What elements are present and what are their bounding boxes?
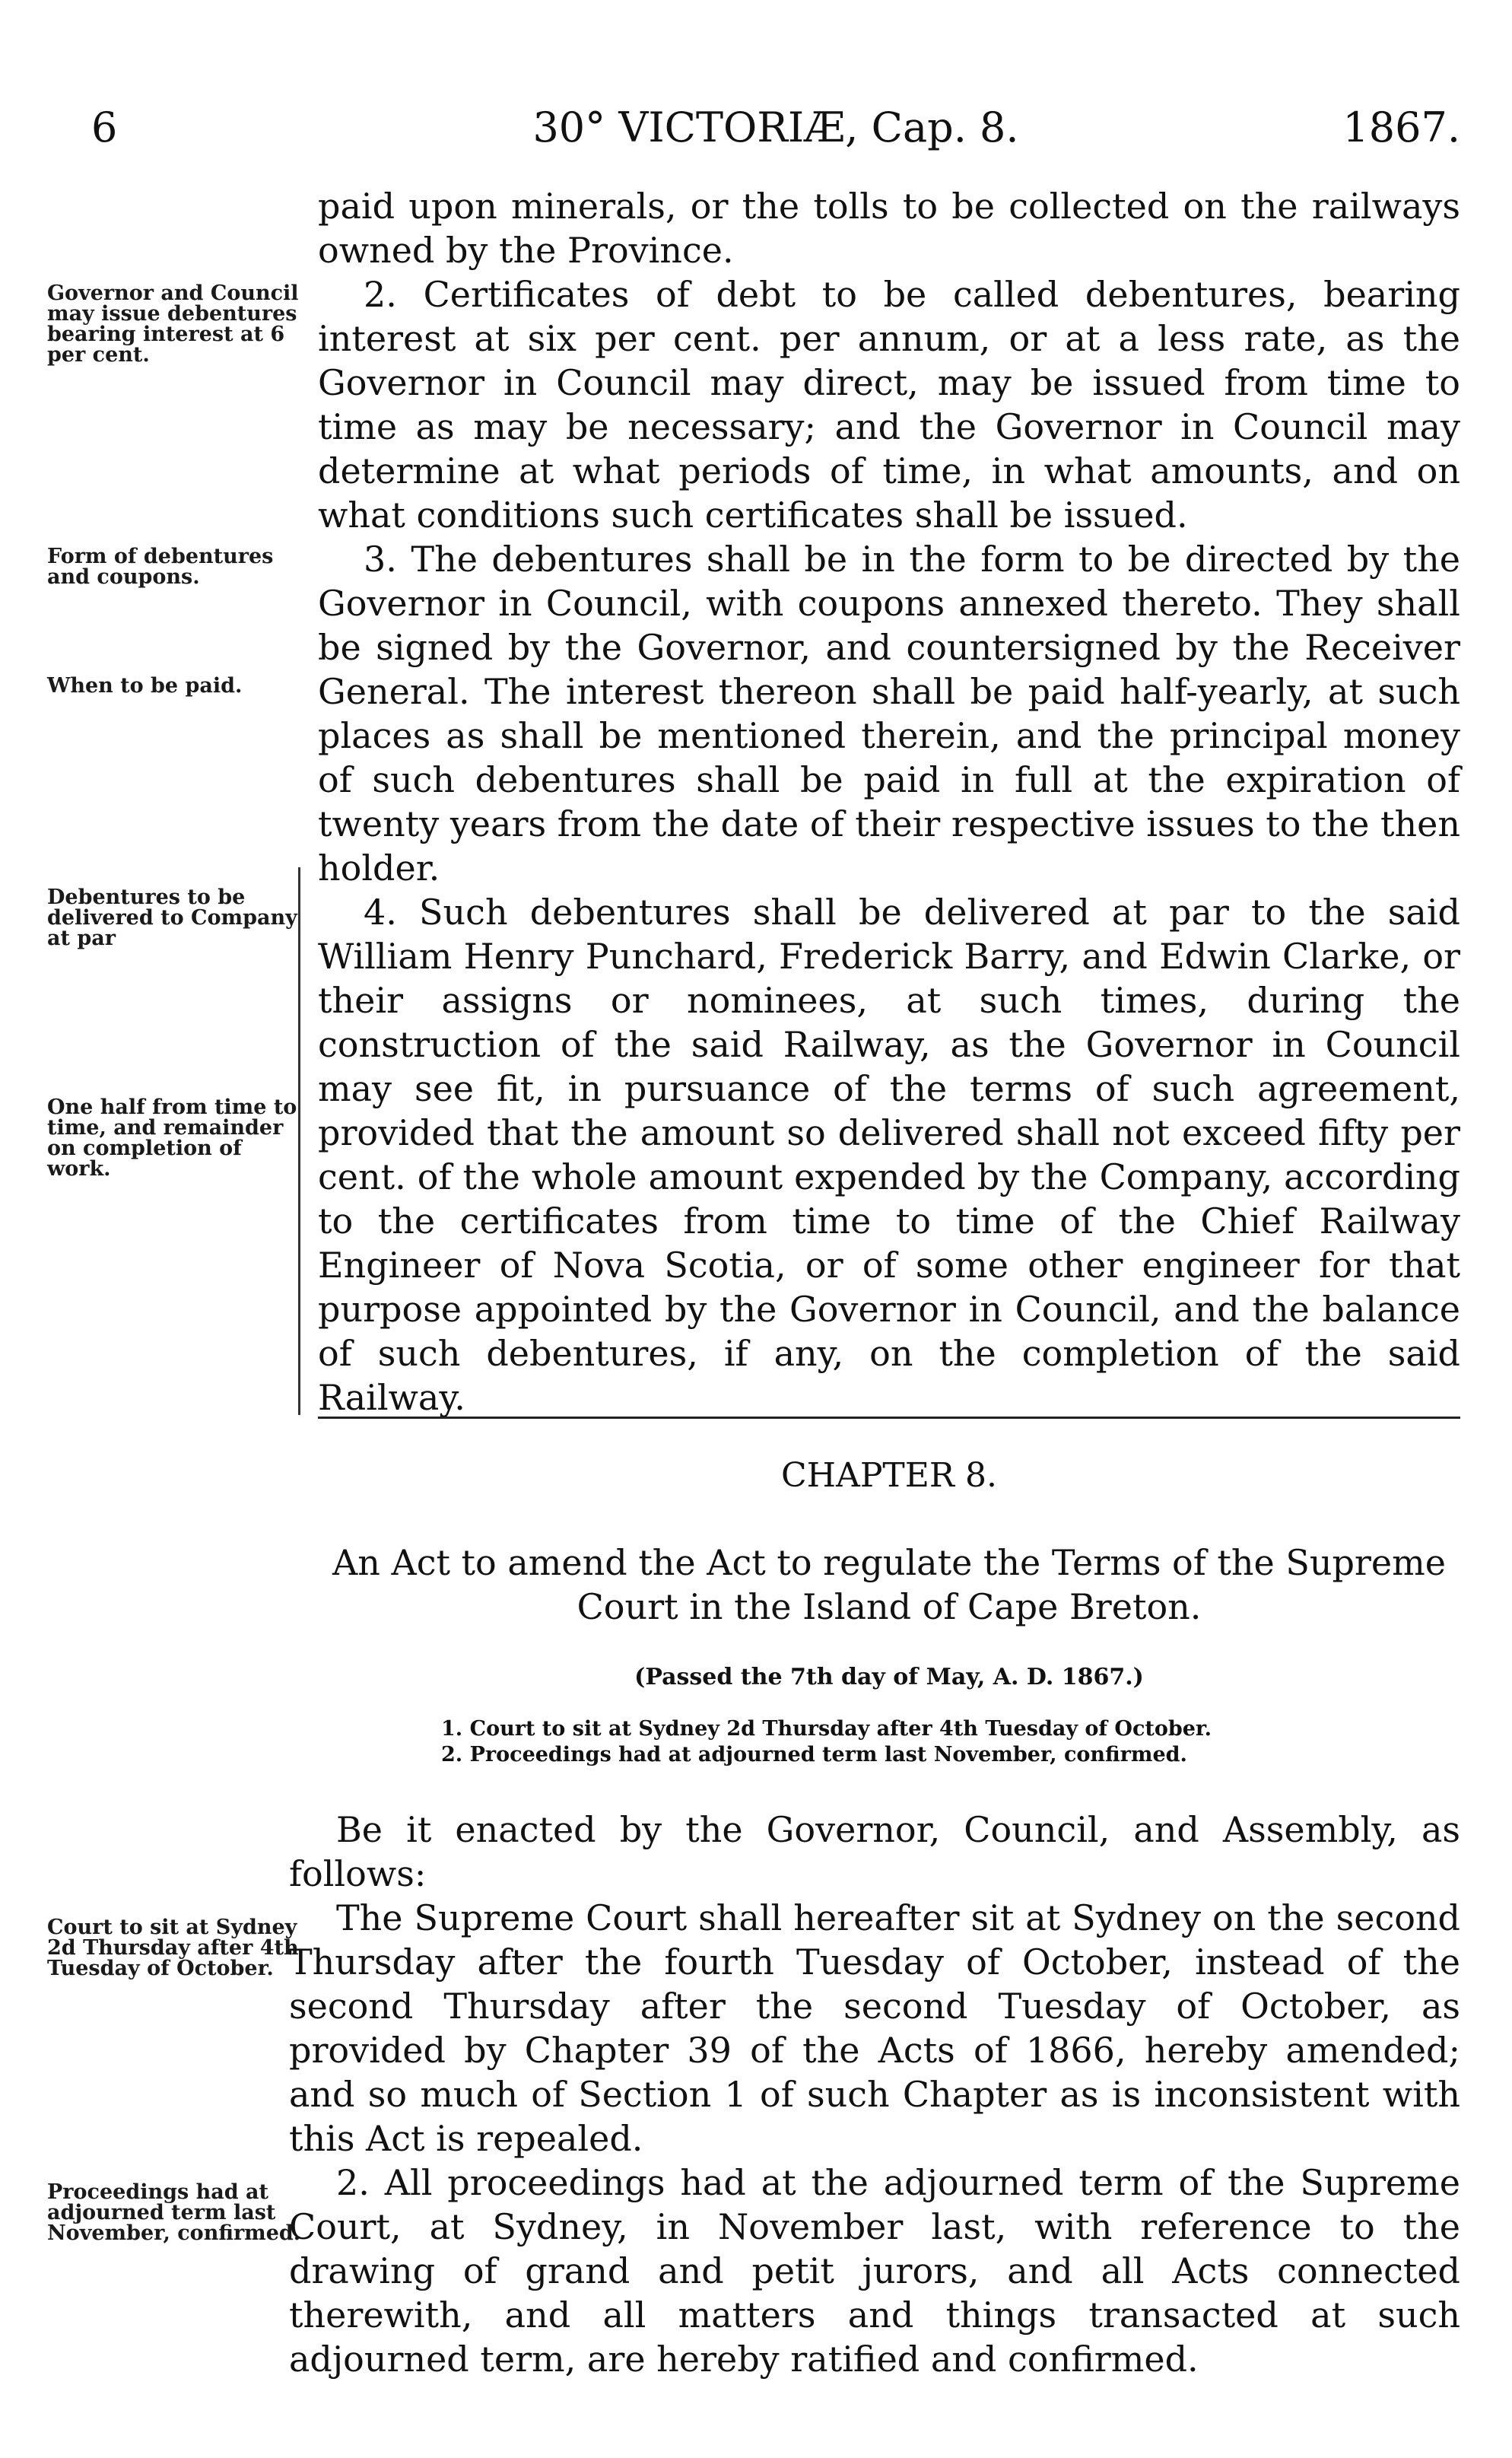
- section-divider: [318, 1417, 1460, 1419]
- margin-bracket: [292, 867, 300, 1415]
- running-title: 30° VICTORIÆ, Cap. 8.: [532, 103, 1019, 151]
- sidenote-issue-debentures: Governor and Council may issue debentures bearing interest at 6 per cent.: [47, 281, 299, 367]
- page-number: 6: [91, 103, 118, 151]
- top-section-text: [318, 184, 1460, 1420]
- header-year: 1867.: [1342, 103, 1460, 151]
- sidenote-proceedings-confirmed: Proceedings had at adjourned term last November, confirmed.: [47, 2180, 301, 2245]
- page-header: [91, 97, 1460, 158]
- passed-date: (Passed the 7th day of May, A. D. 1867.): [634, 1664, 1144, 1690]
- chapter-title: CHAPTER 8.: [781, 1456, 997, 1495]
- enacting-clause: Be it enacted by the Governor, Council, and Assembly, as follows:: [289, 1809, 1460, 1894]
- sidenote-court-sitting: Court to sit at Sydney 2d Thursday after 4th Tuesday of October.: [47, 1916, 299, 1980]
- summary-item: 1. Court to sit at Sydney 2d Thursday after 4th Tuesday of October.: [441, 1717, 1212, 1741]
- chapter-paragraph-1: The Supreme Court shall hereafter sit at Sydney on the second Thursday after the fourth Tuesday of October, instead of the second Thursday after the second Tuesday of October, as provided by Chapter 39 of the Acts of 1866, hereby amended; and so much of Section 1 of such Chapter as is inconsistent with this Act is repealed.: [289, 1897, 1460, 2159]
- summary-item: 2. Proceedings had at adjourned term last November, confirmed.: [441, 1743, 1187, 1766]
- sidenote-one-half: One half from time to time, and remainder on completion of work.: [47, 1095, 297, 1181]
- sidenote-delivered-at-par: Debentures to be delivered to Company at par: [47, 886, 297, 950]
- chapter-body-text: [289, 1808, 1460, 2381]
- paragraph-4: 4. Such debentures shall be delivered at par to the said William Henry Punchard, Frederick Barry, and Edwin Clarke, or their assigns or nominees, at such times, during the construction of the said Railway, as the Governor in Council may see fit, in pursuance of the terms of such agreement, provided that the amount so delivered shall not exceed fifty per cent. of the whole amount expended by the Company, according to the certificates from time to time of the Chief Railway Engineer of Nova Scotia, or of some other engineer for that purpose appointed by the Governor in Council, and the balance of such debentures, if any, on the completion of the said Railway.: [318, 892, 1460, 1418]
- sidenote-when-paid: When to be paid.: [47, 674, 243, 698]
- chapter-summary: [441, 1716, 1430, 1768]
- chapter-paragraph-2: 2. All proceedings had at the adjourned term of the Supreme Court, at Sydney, in November last, with reference to the drawing of grand and petit jurors, and all Acts connected therewith, and all matters and things transacted at such adjourned term, are hereby ratified and confirmed.: [289, 2162, 1460, 2380]
- sidenote-form-of-debentures: Form of debentures and coupons.: [47, 545, 274, 589]
- chapter-description: An Act to amend the Act to regulate the Terms of the Supreme Court in the Island of Cape Breton.: [332, 1542, 1446, 1627]
- paragraph-continuation: paid upon minerals, or the tolls to be collected on the railways owned by the Province.: [318, 186, 1460, 271]
- paragraph-3: 3. The debentures shall be in the form to be directed by the Governor in Council, with coupons annexed thereto. They shall be signed by the Governor, and countersigned by the Receiver General. The interest thereon shall be paid half-yearly, at such places as shall be mentioned therein, and the principal money of such debentures shall be paid in full at the expiration of twenty years from the date of their respective issues to the then holder.: [318, 539, 1460, 889]
- paragraph-2: 2. Certificates of debt to be called debentures, bearing interest at six per cent. per annum, or at a less rate, as the Governor in Council may direct, may be issued from time to time as may be necessary; and the Governor in Council may determine at what periods of time, in what amounts, and on what conditions such certificates shall be issued.: [318, 274, 1460, 536]
